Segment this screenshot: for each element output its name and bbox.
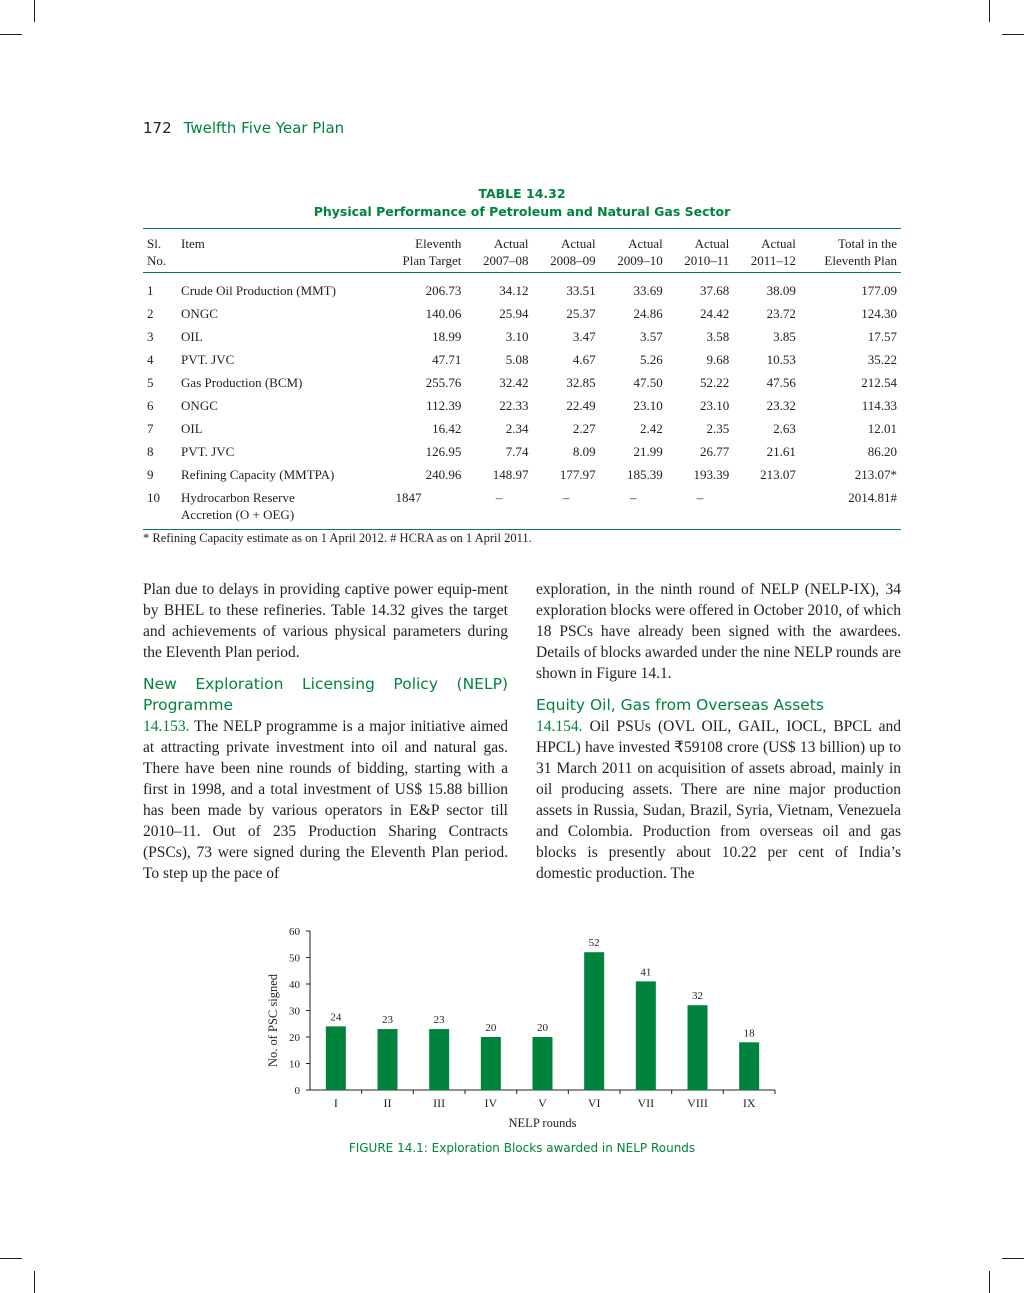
table-cell: 25.94 [499,306,529,321]
x-tick-label: I [333,1096,338,1110]
data-label: 20 [537,1022,548,1034]
table-cell: – [533,486,600,530]
table-cell: 52.22 [700,375,730,390]
table-cell: 10 [143,486,177,530]
column-header: Actual 2007–08 [465,229,532,273]
table-cell: – [465,486,532,530]
column-header: Total in the Eleventh Plan [800,229,901,273]
bar [584,952,604,1090]
table-cell: Crude Oil Production (MMT) [181,283,336,298]
table-row [143,486,901,530]
table-cell: 47.50 [633,375,663,390]
table-cell: OIL [181,329,203,344]
paragraph: Plan due to delays in providing captive power equip-ment by BHEL to these refineries. Table 14.32 gives the target and achievements of various physical parameters during the Eleventh Plan period. [143,581,508,661]
table-cell: 3.85 [773,329,796,344]
item-line: Hydrocarbon Reserve [181,490,295,505]
crop-mark [34,1271,35,1293]
table-cell: 25.37 [566,306,596,321]
column-header: Sl. No. [143,229,177,273]
table-cell: 24.42 [700,306,730,321]
running-title: Twelfth Five Year Plan [183,119,345,137]
table-cell: 3.10 [505,329,529,344]
column-header: Actual 2008–09 [533,229,600,273]
table-cell: 4.67 [572,352,596,367]
table-cell: 47.56 [766,375,796,390]
column-header: Item [177,229,381,273]
y-tick-label: 50 [289,952,300,965]
x-tick-label: IX [742,1096,756,1110]
item-line: Accretion (O + OEG) [181,507,295,522]
bar [533,1037,553,1090]
column-header: Actual 2010–11 [667,229,734,273]
table-cell: 2.27 [572,421,596,436]
table-cell: 177.97 [559,467,596,482]
table-cell: 21.61 [766,444,796,459]
table-cell: ONGC [181,398,218,413]
table-cell [177,486,381,530]
table-cell: 34.12 [499,283,529,298]
table-cell: 5.08 [505,352,529,367]
table-row [143,302,901,325]
crop-mark [0,34,22,35]
table-cell: PVT. JVC [181,444,235,459]
paragraph-text: The NELP programme is a major initiative aimed at attracting private investment into oil and natural gas. There have been nine rounds of bidding, starting with a first in 1998, and a total investment of US$ 15.88 billion has been made by various operators in E&P sector till 2010–11. Out of 235 Production Sharing Contracts (PSCs), 73 were signed during the Eleventh Plan period. To step up the pace of [143,718,508,882]
y-tick-label: 60 [289,926,300,938]
crop-mark [1002,34,1024,35]
paragraph-number: 14.154. [536,718,583,735]
bar [688,1005,708,1090]
table-cell: 35.22 [867,352,897,367]
table-cell: 126.95 [425,444,462,459]
bar [739,1042,759,1090]
bar [636,981,656,1090]
table-cell: 213.07* [854,467,897,482]
table-cell: 18.99 [432,329,462,344]
right-column [536,579,901,884]
table-cell: 1 [147,283,154,298]
table-cell: 38.09 [766,283,796,298]
table-cell: 16.42 [432,421,462,436]
table-cell: 185.39 [627,467,663,482]
column-header: Actual 2009–10 [600,229,667,273]
x-tick-label: V [538,1096,547,1110]
table-cell: 23.32 [766,398,796,413]
table-cell: 8 [147,444,154,459]
table-cell: 37.68 [700,283,730,298]
table-cell: 7.74 [505,444,529,459]
table-cell: 213.07 [760,467,796,482]
table-body [143,273,901,530]
table-row [143,417,901,440]
section-heading: New Exploration Licensing Policy (NELP) Programme [143,675,508,714]
table-cell: 2.34 [505,421,529,436]
data-label: 41 [640,966,652,979]
paragraph [143,716,508,884]
figure-caption: FIGURE 14.1: Exploration Blocks awarded in NELP Rounds [348,1141,696,1155]
table-row [143,325,901,348]
bar [429,1029,449,1090]
table-cell: 124.30 [861,306,897,321]
table-caption [143,185,901,221]
y-tick-label: 0 [294,1085,300,1097]
table-header-row [143,229,901,273]
paragraph [536,716,901,884]
table-cell: Gas Production (BCM) [181,375,303,390]
table-cell: 22.33 [499,398,529,413]
table-cell: 177.09 [861,283,897,298]
table-cell: 2.35 [706,421,730,436]
table-cell: 23.10 [633,398,663,413]
table-cell: 21.99 [633,444,663,459]
data-label: 20 [485,1022,497,1034]
table-cell: 24.86 [633,306,663,321]
y-tick-label: 40 [289,979,300,991]
bar [481,1037,501,1090]
table-cell: 6 [147,398,154,413]
table-cell: 255.76 [425,375,462,390]
x-tick-label: VII [637,1096,655,1110]
table-cell: 8.09 [572,444,596,459]
table-cell: 1847 [381,486,465,530]
left-column [143,579,508,884]
table-cell: 2.42 [640,421,663,436]
table-cell: 240.96 [425,467,462,482]
table-cell: 9 [147,467,154,482]
x-tick-label: III [433,1096,446,1110]
table-cell: 2 [147,306,154,321]
data-label: 52 [588,937,600,950]
y-tick-label: 20 [289,1032,300,1044]
table-cell: 3.57 [640,329,663,344]
table-cell: 5 [147,375,154,390]
table-cell: 2014.81# [800,486,901,530]
bar [378,1029,398,1090]
table-cell: 33.69 [633,283,663,298]
x-tick-label: II [383,1096,392,1110]
table-cell: 26.77 [700,444,730,459]
table-cell: 10.53 [766,352,796,367]
table-cell: 23.10 [700,398,730,413]
table-cell: Refining Capacity (MMTPA) [181,467,335,482]
table-cell: 4 [147,352,154,367]
data-label: 18 [743,1027,755,1040]
crop-mark [989,1271,990,1293]
crop-mark [1002,1258,1024,1259]
table-cell: 86.20 [867,444,897,459]
table-cell: 33.51 [566,283,596,298]
table-cell: 23.72 [766,306,796,321]
table-cell: 193.39 [693,467,730,482]
table-cell: 2.63 [773,421,796,436]
table-cell: PVT. JVC [181,352,235,367]
table-cell: 112.39 [426,398,462,413]
section-heading: Equity Oil, Gas from Overseas Assets [536,696,824,714]
table-cell: 12.01 [867,421,897,436]
table-row [143,440,901,463]
paragraph: exploration, in the ninth round of NELP (NELP-IX), 34 exploration blocks were offered in October 2010, of which 18 PSCs have already been signed with the awardees. Details of blocks awarded under the nine NELP rounds are shown in Figure 14.1. [536,581,901,682]
x-tick-label: IV [484,1096,498,1110]
performance-table [143,228,901,530]
table-cell: OIL [181,421,203,436]
table-row [143,348,901,371]
running-header [143,119,344,138]
column-header: Actual 2011–12 [733,229,800,273]
table-cell: 148.97 [492,467,529,482]
table-row [143,273,901,303]
table-cell: 32.42 [499,375,529,390]
table-cell: 47.71 [432,352,462,367]
table-cell: 3 [147,329,154,344]
table-number: TABLE 14.32 [478,186,566,201]
table-footnote: * Refining Capacity estimate as on 1 April 2012. # HCRA as on 1 April 2011. [143,531,532,545]
crop-mark [0,1258,22,1259]
y-axis-label: No. of PSC signed [266,973,280,1068]
table-cell: 140.06 [425,306,462,321]
table-cell: – [600,486,667,530]
table-row [143,371,901,394]
data-label: 23 [382,1014,393,1027]
y-tick-label: 10 [289,1058,300,1071]
y-tick-label: 30 [289,1005,300,1018]
table-cell: 3.47 [572,329,596,344]
table-cell: ONGC [181,306,218,321]
data-label: 32 [692,990,703,1003]
paragraph-text: Oil PSUs (OVL OIL, GAIL, IOCL, BPCL and HPCL) have invested ₹59108 crore (US$ 13 billion) up to 31 March 2011 on acquisition of assets abroad, mainly in oil producing assets. There are nine major production assets in Russia, Sudan, Brazil, Syria, Vietnam, Venezuela and Colombia. Production from overseas oil and gas blocks is presently about 10.22 per cent of India’s domestic production. The [536,718,901,882]
table-cell: 32.85 [566,375,596,390]
data-label: 24 [330,1011,342,1024]
paragraph-number: 14.153. [143,718,190,735]
table-cell [733,486,800,530]
crop-mark [989,0,990,22]
table-cell: 17.57 [867,329,897,344]
bar [326,1026,346,1090]
table-cell: 212.54 [861,375,897,390]
x-axis-label: NELP rounds [508,1116,577,1130]
table-cell: 114.33 [861,398,897,413]
table-cell: 5.26 [640,352,663,367]
table-cell: 9.68 [706,352,730,367]
page-number: 172 [143,119,172,137]
bar-chart [255,920,785,1135]
table-cell: 206.73 [425,283,462,298]
table-row [143,394,901,417]
table-title: Physical Performance of Petroleum and Natural Gas Sector [313,204,731,219]
column-header: Eleventh Plan Target [381,229,465,273]
data-label: 23 [433,1014,445,1027]
table-cell: – [667,486,734,530]
table-cell: 3.58 [706,329,730,344]
x-tick-label: VI [587,1096,601,1110]
table-row [143,463,901,486]
crop-mark [34,0,35,22]
table-cell: 7 [147,421,154,436]
table-cell: 22.49 [566,398,596,413]
x-tick-label: VIII [687,1096,708,1110]
